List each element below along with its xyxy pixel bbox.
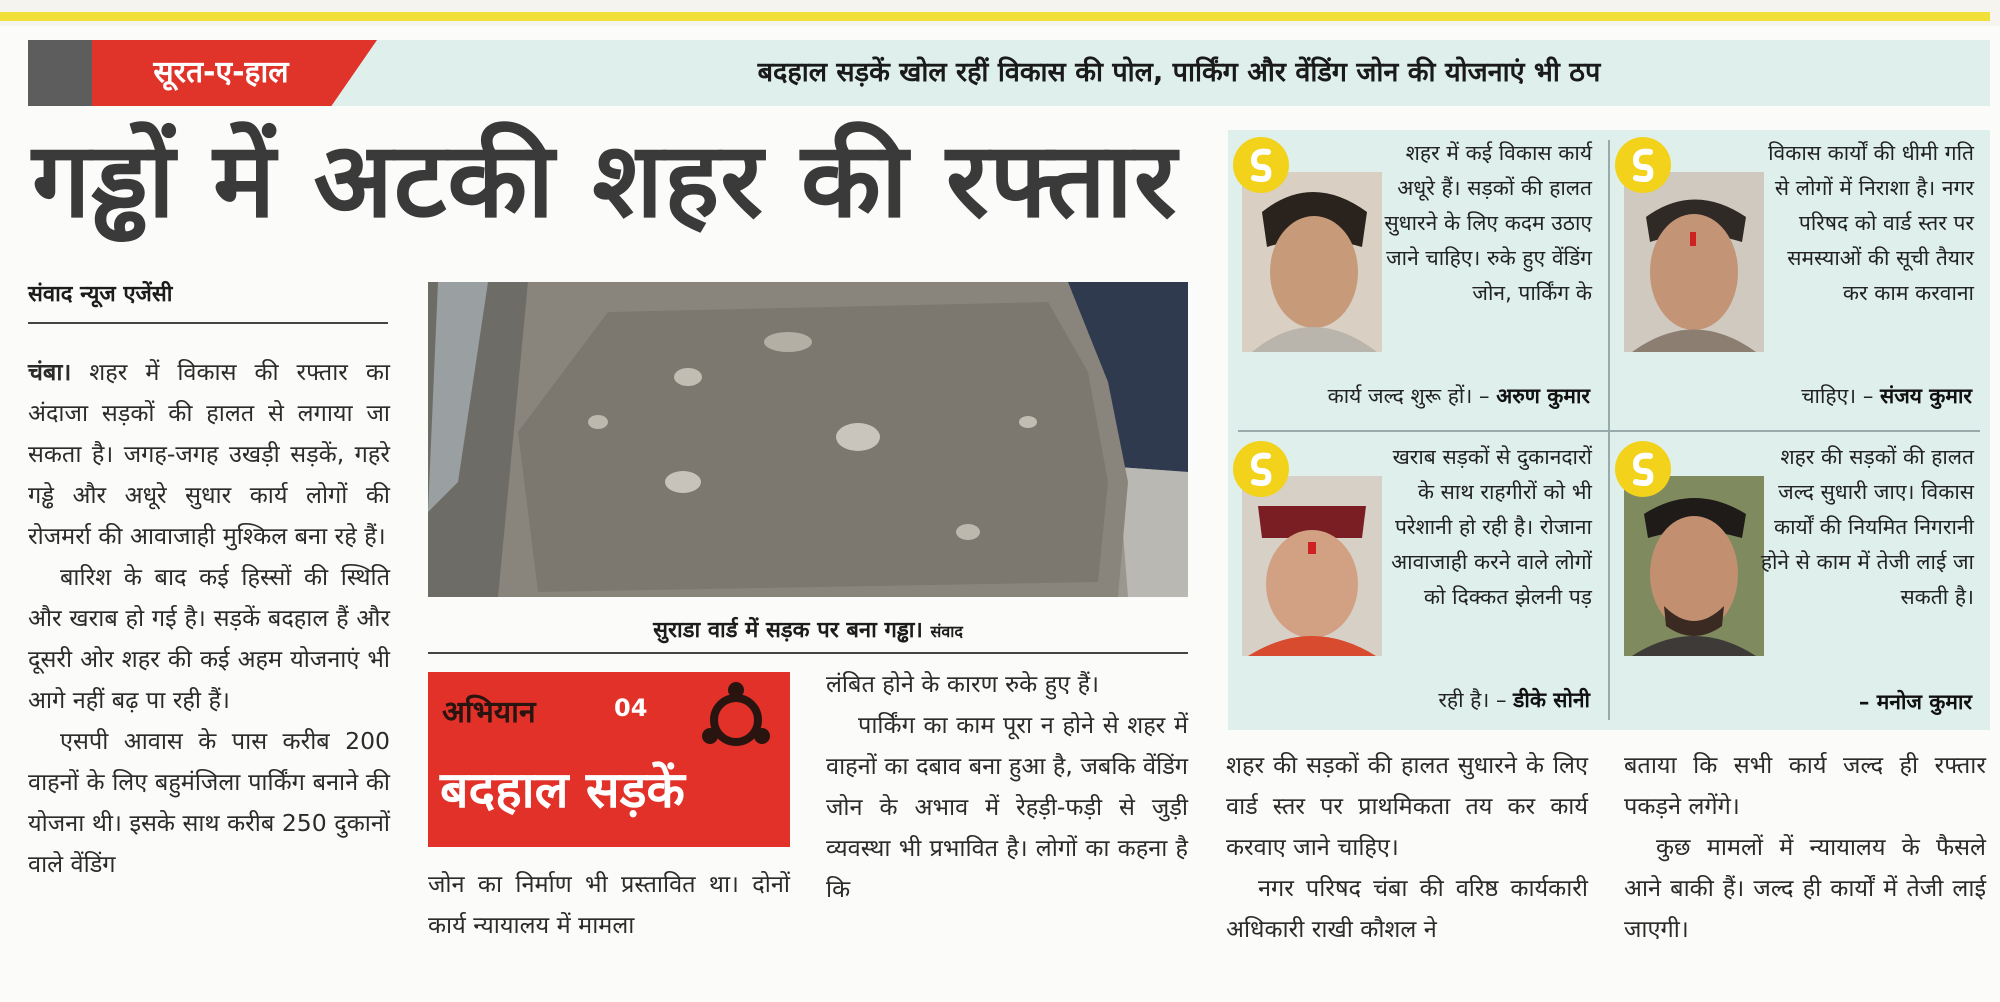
road-pothole-photo — [428, 282, 1188, 597]
article-column-3 — [826, 664, 1188, 910]
page-title: गड्ढों में अटकी शहर की रफ्तार — [32, 119, 1178, 241]
section-banner — [28, 40, 1990, 106]
article-paragraph: बताया कि सभी कार्य जल्द ही रफ्तार पकड़ने लगेंगे। — [1624, 751, 1986, 820]
article-column-2 — [428, 864, 790, 946]
section-label: सूरत-ए-हाल — [153, 55, 289, 90]
dateline: चंबा। — [28, 358, 72, 386]
article-column-5 — [1624, 745, 1986, 950]
paragraph-text: शहर में विकास की रफ्तार का अंदाजा सड़कों की हालत से लगाया जा सकता है। जगह-जगह उखड़ी सड़कें, गहरे गड्ढे और अधूरे सुधार कार्य लोगों की रोजमर्रा की आवाजाही मुश्किल बना रहे हैं। — [28, 358, 390, 550]
caption-text: सुराडा वार्ड में सड़क पर बना गड्ढा। — [653, 618, 923, 643]
article-paragraph: एसपी आवास के पास करीब 200 वाहनों के लिए बहुमंजिला पार्किंग बनाने की योजना थी। इसके साथ करीब 250 दुकानों वाले वेंडिंग — [28, 727, 390, 878]
avatar — [1242, 476, 1382, 656]
article-paragraph: शहर की सड़कों की हालत सुधारने के लिए वार्ड स्तर पर प्राथमिकता तय कर कार्य करवाए जाने चाहिए। — [1226, 751, 1588, 861]
opinion-badge-icon — [1232, 136, 1290, 194]
opinion-card — [1610, 434, 1980, 724]
campaign-logo-icon — [696, 680, 776, 760]
opinion-card — [1228, 130, 1598, 420]
article-paragraph: कुछ मामलों में न्यायालय के फैसले आने बाकी हैं। जल्द ही कार्यों में तेजी लाई जाएगी। — [1624, 833, 1986, 943]
opinion-quote: शहर की सड़कों की हालत जल्द सुधारी जाए। विकास कार्यों की नियमित निगरानी होने से काम में तेजी लाई जा सकती है। — [1760, 445, 1974, 609]
opinions-panel — [1228, 130, 1990, 730]
opinion-quote: शहर में कई विकास कार्य अधूरे हैं। सड़कों की हालत सुधारने के लिए कदम उठाए जाने चाहिए। रुके हुए वेंडिंग जोन, पार्किंग के — [1384, 141, 1592, 305]
opinion-quote: खराब सड़कों से दुकानदारों के साथ राहगीरों को भी परेशानी हो रही है। रोजाना आवाजाही करने वाले लोगों को दिक्कत झेलनी पड़ — [1391, 445, 1592, 609]
opinion-badge-icon — [1232, 440, 1290, 498]
banner-grey-block — [28, 40, 92, 106]
opinion-card — [1228, 434, 1598, 724]
kicker-headline: बदहाल सड़कें खोल रहीं विकास की पोल, पार्किंग और वेंडिंग जोन की योजनाएं भी ठप — [757, 57, 1601, 88]
article-paragraph: बारिश के बाद कई हिस्सों की स्थिति और खराब हो गई है। सड़कें बदहाल हैं और दूसरी ओर शहर की कई अहम योजनाएं भी आगे नहीं बढ़ पा रही हैं। — [28, 563, 390, 714]
article-column-1 — [28, 352, 390, 885]
avatar — [1624, 172, 1764, 352]
photo-caption — [428, 614, 1188, 644]
article-paragraph: लंबित होने के कारण रुके हुए हैं। — [826, 670, 1100, 698]
opinion-author: संजय कुमार — [1880, 384, 1972, 408]
opinion-signoff — [1234, 379, 1590, 414]
avatar — [1624, 476, 1764, 656]
opinion-signoff — [1616, 379, 1972, 414]
byline-divider — [28, 322, 388, 324]
campaign-box — [428, 672, 790, 847]
top-rule — [0, 0, 2000, 26]
campaign-number: 04 — [614, 694, 648, 722]
opinion-author: अरुण कुमार — [1496, 384, 1590, 408]
panel-horizontal-divider — [1238, 430, 1980, 432]
opinion-tail: रही है। – — [1438, 688, 1507, 712]
campaign-label: अभियान — [442, 695, 536, 730]
opinion-signoff — [1234, 683, 1590, 718]
article-paragraph: जोन का निर्माण भी प्रस्तावित था। दोनों कार्य न्यायालय में मामला — [428, 870, 790, 939]
opinion-quote: विकास कार्यों की धीमी गति से लोगों में निराशा है। नगर परिषद को वार्ड स्तर पर समस्याओं की सूची तैयार कर काम करवाना — [1768, 141, 1974, 305]
article-paragraph: पार्किंग का काम पूरा न होने से शहर में वाहनों का दबाव बना हुआ है, जबकि वेंडिंग जोन के अभाव में रेहड़ी-फड़ी से जुड़ी व्यवस्था भी प्रभावित है। लोगों का कहना है कि — [826, 711, 1188, 903]
opinion-tail: कार्य जल्द शुरू हों। – — [1327, 384, 1490, 408]
campaign-title: बदहाल सड़कें — [440, 761, 685, 819]
opinion-badge-icon — [1614, 440, 1672, 498]
article-column-4 — [1226, 745, 1588, 950]
photo-illustration — [428, 282, 1188, 597]
caption-source: संवाद — [930, 622, 963, 641]
opinion-tail: चाहिए। – — [1801, 384, 1874, 408]
opinion-author: डीके सोनी — [1513, 688, 1590, 712]
avatar — [1242, 172, 1382, 352]
caption-divider — [428, 652, 1188, 654]
opinion-card — [1610, 130, 1980, 420]
article-paragraph — [28, 352, 390, 557]
opinion-author: – मनोज कुमार — [1858, 690, 1972, 714]
byline: संवाद न्यूज एजेंसी — [28, 282, 173, 307]
article-paragraph: नगर परिषद चंबा की वरिष्ठ कार्यकारी अधिकारी राखी कौशल ने — [1226, 874, 1588, 943]
opinion-badge-icon — [1614, 136, 1672, 194]
